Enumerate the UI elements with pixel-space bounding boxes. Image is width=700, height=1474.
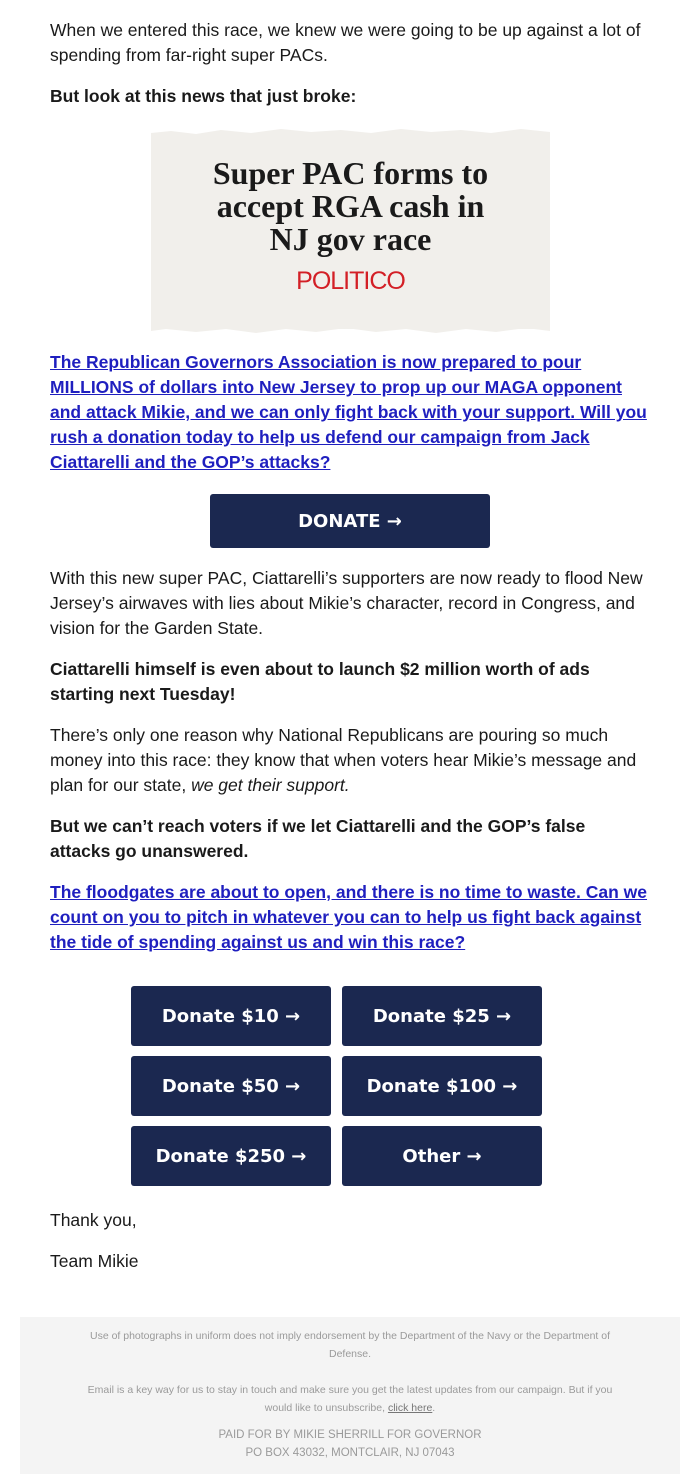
torn-edge-top bbox=[151, 127, 550, 137]
footer-disclaimer: Use of photographs in uniform does not imply endorsement by the Department of the Navy or the Department of Defense. bbox=[89, 1330, 611, 1360]
headline-line-2: accept RGA cash in bbox=[216, 188, 485, 224]
signoff bbox=[50, 1208, 650, 1290]
body-paragraph-3-text: There’s only one reason why National Republicans are pouring so much money into this race: they know that when voters hear Mikie’s message and plan for our state, bbox=[50, 725, 637, 795]
donate-50-button[interactable] bbox=[131, 1056, 331, 1116]
news-lead: But look at this news that just broke: bbox=[50, 86, 357, 106]
headline-text bbox=[151, 157, 550, 256]
torn-edge-bottom bbox=[151, 325, 550, 335]
email-footer bbox=[20, 1317, 680, 1474]
footer-email-note: Email is a key way for us to stay in touch and make sure you get the latest updates from our campaign. But if you would like to unsubscribe, click here. bbox=[87, 1384, 613, 1414]
intro-paragraph: When we entered this race, we knew we were going to be up against a lot of spending from far-right super PACs. bbox=[50, 20, 641, 65]
donate-button[interactable] bbox=[210, 494, 490, 548]
donate-10-button[interactable] bbox=[131, 986, 331, 1046]
donate-25-button[interactable] bbox=[342, 986, 542, 1046]
donate-25-label: Donate $25 → bbox=[372, 1005, 512, 1027]
headline-line-3: NJ gov race bbox=[269, 221, 432, 257]
news-headline-image bbox=[151, 135, 550, 329]
unsubscribe-link[interactable]: click here bbox=[387, 1402, 433, 1414]
body-paragraph-3 bbox=[50, 723, 650, 798]
donate-100-button[interactable] bbox=[342, 1056, 542, 1116]
appeal-link-1[interactable]: The Republican Governors Association is now prepared to pour MILLIONS of dollars into New Jersey to prop up our MAGA opponent and attack Mikie, and we can only fight back with your support. Will you rush a donation today to help us defend our campaign from Jack Ciattarelli and the GOP’s attacks? bbox=[50, 352, 647, 472]
body-block bbox=[50, 566, 650, 971]
signoff-thanks: Thank you, bbox=[50, 1210, 137, 1230]
body-paragraph-2: Ciattarelli himself is even about to launch $2 million worth of ads starting next Tuesday! bbox=[50, 659, 590, 704]
footer-email-note-text: Email is a key way for us to stay in touch and make sure you get the latest updates from our campaign. But if you would like to unsubscribe, bbox=[87, 1384, 613, 1414]
signoff-name: Team Mikie bbox=[50, 1251, 139, 1271]
appeal-link-2[interactable]: The floodgates are about to open, and there is no time to waste. Can we count on you to pitch in whatever you can to help us fight back against the tide of spending against us and win this race? bbox=[50, 882, 648, 952]
email-body bbox=[50, 18, 650, 125]
donate-250-label: Donate $250 → bbox=[155, 1145, 307, 1167]
donate-50-label: Donate $50 → bbox=[161, 1075, 301, 1097]
politico-logo: POLITICO bbox=[296, 267, 405, 295]
donate-other-label: Other → bbox=[402, 1145, 482, 1167]
body-paragraph-4: But we can’t reach voters if we let Ciattarelli and the GOP’s false attacks go unanswered. bbox=[50, 816, 586, 861]
body-paragraph-1: With this new super PAC, Ciattarelli’s supporters are now ready to flood New Jersey’s airwaves with lies about Mikie’s character, record in Congress, and vision for the Garden State. bbox=[50, 568, 643, 638]
headline-line-1: Super PAC forms to bbox=[212, 155, 489, 191]
donate-other-button[interactable] bbox=[342, 1126, 542, 1186]
donate-button-label: DONATE → bbox=[298, 510, 402, 532]
footer-address: PO BOX 43032, MONTCLAIR, NJ 07043 bbox=[245, 1447, 455, 1459]
donate-250-button[interactable] bbox=[131, 1126, 331, 1186]
footer-paid-for: PAID FOR BY MIKIE SHERRILL FOR GOVERNOR bbox=[218, 1429, 482, 1441]
donate-100-label: Donate $100 → bbox=[366, 1075, 518, 1097]
donate-10-label: Donate $10 → bbox=[161, 1005, 301, 1027]
appeal-block-1 bbox=[50, 350, 650, 491]
body-paragraph-3-italic: we get their support. bbox=[191, 775, 350, 795]
